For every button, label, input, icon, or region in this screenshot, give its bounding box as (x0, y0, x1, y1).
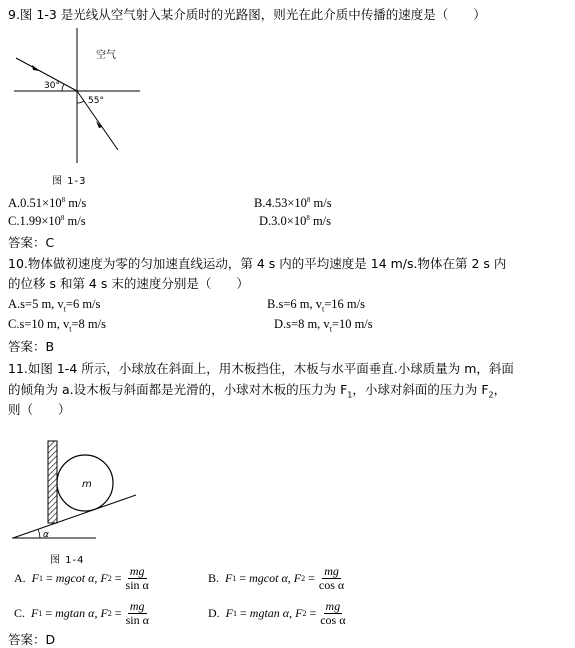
q10-answer: 答案：B (8, 339, 55, 354)
angle-arc-30 (62, 84, 64, 91)
q9-stem: 9.图 1-3 是光线从空气射入某介质时的光路图，则光在此介质中传播的速度是（ ） (8, 7, 486, 22)
q11-option-b: B. F 1 = mgcot α , F 2 = $\frac{mg}{\text{cos α}}$ (208, 564, 345, 592)
q10-stem-line1: 10.物体做初速度为零的匀加速直线运动，第 4 s 内的平均速度是 14 m/s.物体在第 2 s 内 (8, 256, 507, 271)
q9-option-d: $D.3.0\times 10^8$ m/s (259, 214, 332, 229)
q11-stem-line3: 则（ ） (8, 402, 71, 417)
q10-option-d: D.s=8 m, $v_t=10$ m/s (274, 317, 373, 334)
q11-option-d: D. F 1 = mgtan α , F 2 = $\frac{mg}{\text{cos α}}$ (208, 599, 346, 627)
q11-option-a: A. F 1 = mgcot α , F 2 = $\frac{mg}{\text{sin α}}$ (14, 564, 149, 592)
angle-arc (38, 529, 40, 538)
q11-stem-line2: 的倾角为 a.设木板与斜面都是光滑的，小球对木板的压力为 $F_1$，小球对斜面的压力为 $F_2$， (8, 382, 507, 400)
q9-figure-refraction (0, 28, 140, 183)
q10-option-c: C.s=10 m, $v_t=8$ m/s (8, 317, 106, 334)
q9-answer: 答案：C (8, 235, 55, 250)
q11-stem-line1: 11.如图 1-4 所示，小球放在斜面上，用木板挡住，木板与水平面垂直.小球质量为 m，斜面 (8, 361, 514, 376)
q9-option-a: $A.0.51\times 10^8$ m/s (8, 196, 87, 211)
angle-label: α (43, 530, 49, 540)
q9-option-c: $C.1.99\times 10^8$ m/s (8, 214, 86, 229)
q10-option-a: A.s=5 m, $v_t=6$ m/s (8, 297, 101, 314)
angle-label-55: 55° (88, 96, 104, 106)
q11-figure-incline (0, 433, 170, 548)
angle-label-30: 30° (44, 81, 60, 91)
incline-line (13, 495, 136, 538)
q9-option-b: $B.4.53\times 10^8$ m/s (254, 196, 332, 211)
q10-option-b: B.s=6 m, $v_t=16$ m/s (267, 297, 365, 314)
q10-stem-line2: 的位移 s 和第 4 s 末的速度分别是（ ） (8, 276, 249, 291)
angle-arc-55 (77, 101, 84, 103)
q11-option-c: C. F 1 = mgtan α , F 2 = $\frac{mg}{\text{sin α}}$ (14, 599, 149, 627)
q11-figure-caption: 图 1-4 (50, 555, 85, 566)
q9-figure-caption: 图 1-3 (52, 176, 87, 187)
medium-label: 空气 (96, 50, 116, 61)
ball-label: m (82, 479, 92, 490)
q11-answer: 答案：D (8, 632, 56, 647)
board (48, 441, 57, 523)
